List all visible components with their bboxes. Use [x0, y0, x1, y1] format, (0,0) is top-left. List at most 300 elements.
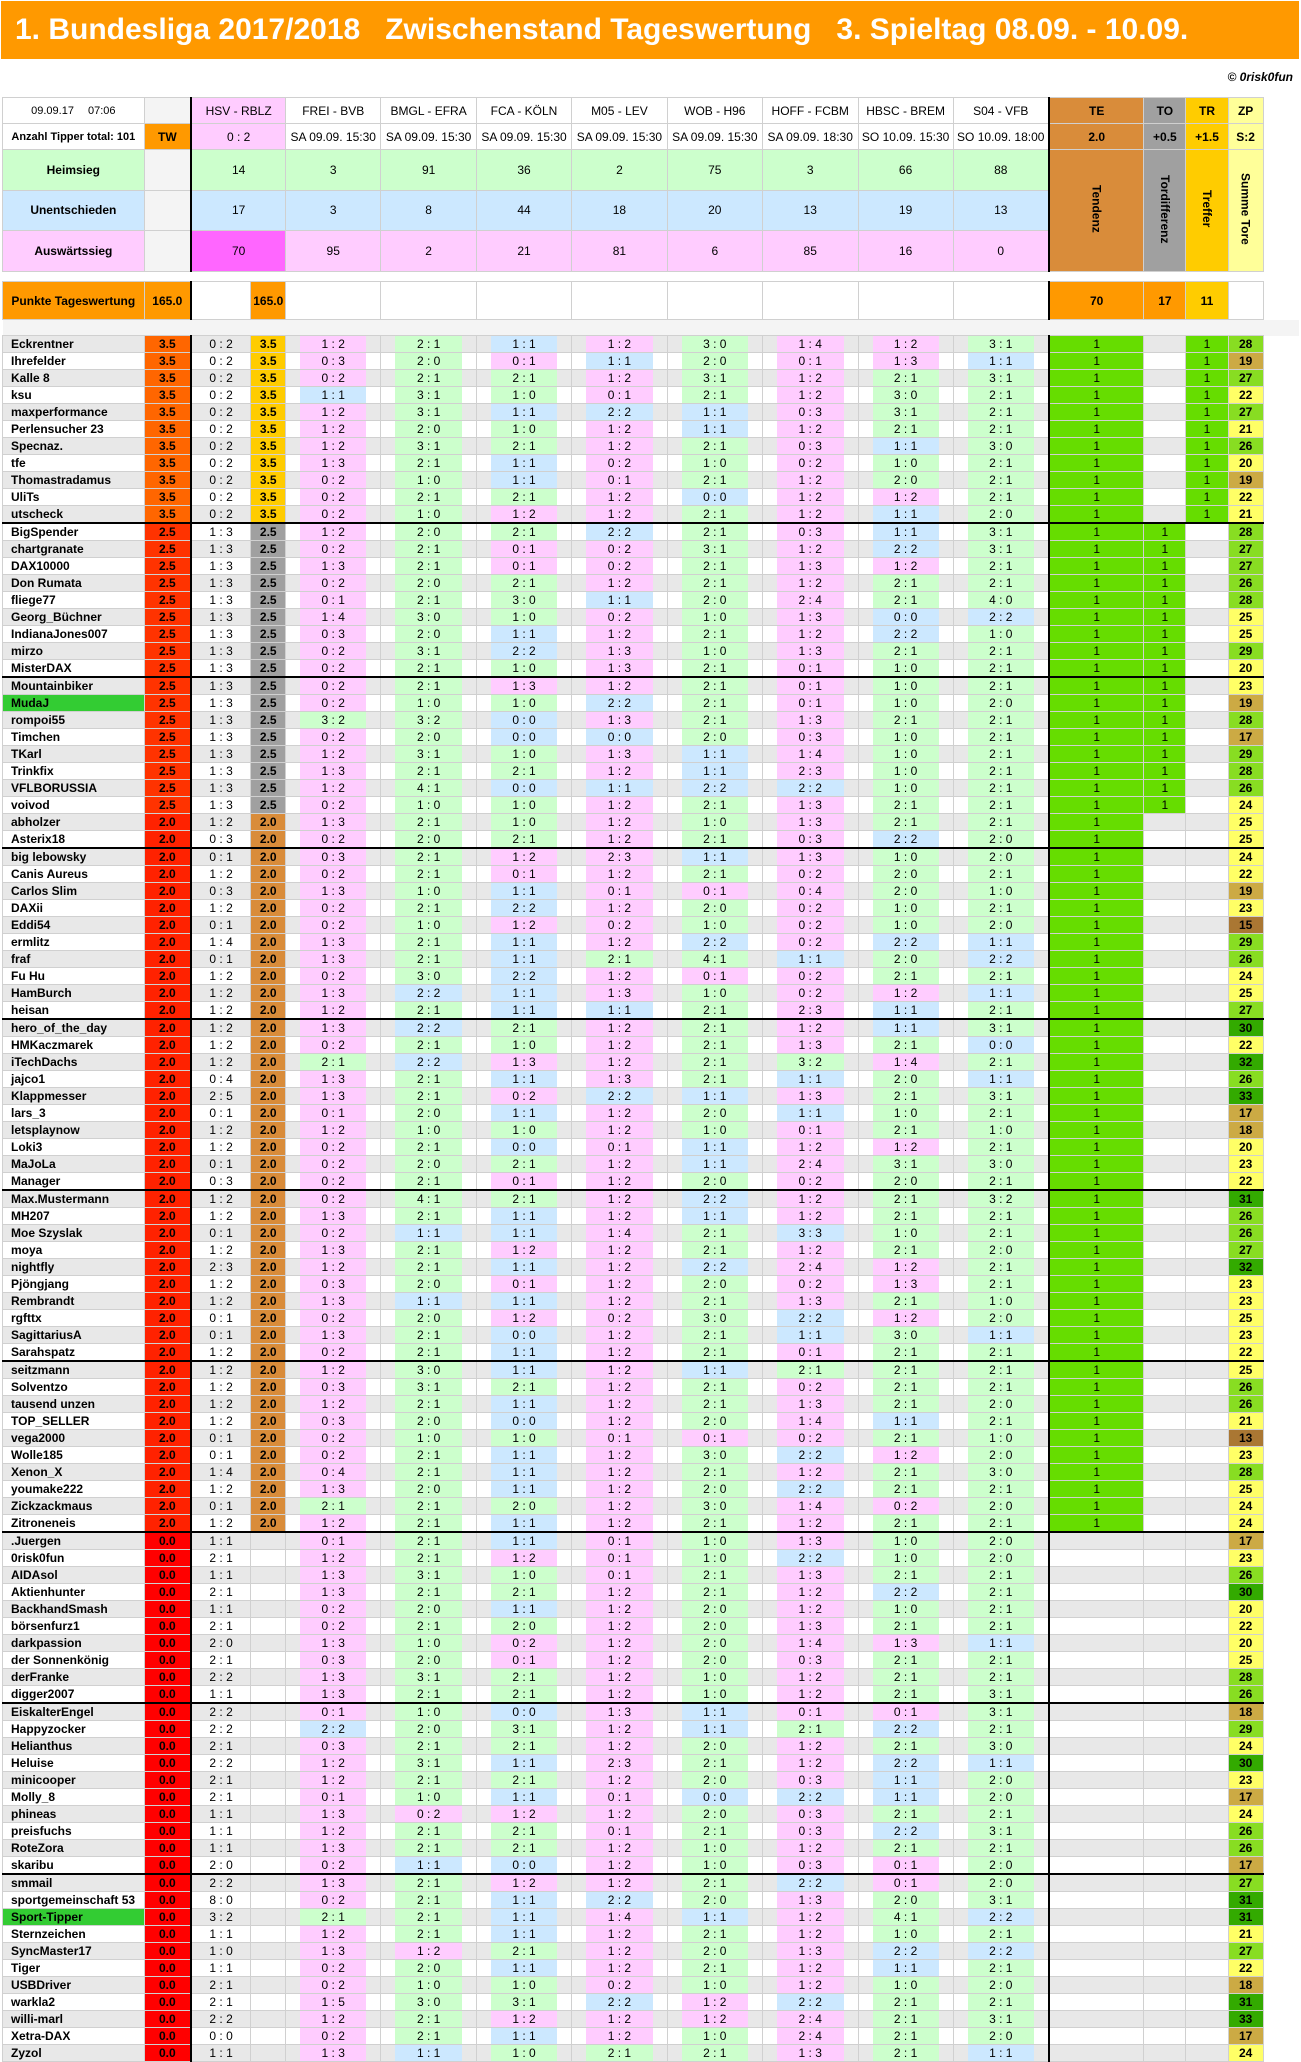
tip-cell	[571, 985, 667, 1002]
te-flag	[1049, 1994, 1144, 2011]
tw-points-2: 2.0	[251, 1515, 286, 1533]
zp-value: 17	[1228, 729, 1263, 746]
tip-score: 0 : 2	[300, 1960, 366, 1976]
tip-cell	[667, 1601, 762, 1618]
tip-cell	[667, 1498, 762, 1515]
tw-points: 2.0	[144, 1327, 191, 1344]
tip-score: 2 : 1	[491, 1738, 557, 1754]
tip-cell	[571, 523, 667, 541]
te-flag	[1049, 1584, 1144, 1601]
spacer-cell	[1144, 320, 1186, 336]
tip-score: 1 : 2	[777, 472, 844, 488]
tip-score: 2 : 1	[395, 1208, 462, 1224]
tip-cell	[571, 1960, 667, 1977]
tip-cell	[286, 541, 381, 558]
tip-score: 2 : 1	[682, 660, 748, 676]
tip-score: 3 : 1	[395, 746, 462, 762]
tip-score: 3 : 1	[968, 1020, 1034, 1036]
tip-score: 1 : 0	[395, 472, 462, 488]
tip-cell	[762, 1002, 858, 1020]
tip-score: 1 : 2	[586, 1191, 653, 1207]
tip-cell	[477, 2028, 572, 2045]
to-flag	[1144, 2011, 1186, 2028]
tr-flag	[1186, 1293, 1228, 1310]
tip-score: 0 : 1	[300, 592, 366, 608]
stats-away-6: 85	[762, 231, 858, 272]
tip-score: 1 : 2	[586, 1242, 653, 1258]
tip-score: 3 : 1	[395, 643, 462, 659]
tip-score: 1 : 1	[491, 951, 557, 967]
tip-cell	[858, 1532, 953, 1550]
tipper-name: Georg_Büchner	[3, 609, 145, 626]
spacer-cell	[667, 272, 762, 282]
tip-cell	[953, 660, 1049, 678]
tw-points-2: 3.5	[251, 438, 286, 455]
zp-value: 29	[1228, 643, 1263, 660]
tip-cell	[477, 455, 572, 472]
tw-points-2: 2.5	[251, 609, 286, 626]
tw-points: 2.5	[144, 797, 191, 814]
tr-flag	[1186, 1361, 1228, 1379]
tip-score: 2 : 0	[968, 1857, 1034, 1873]
stats-away-5: 6	[667, 231, 762, 272]
tip-score: 2 : 1	[682, 1960, 748, 1976]
tip-cell	[286, 729, 381, 746]
tip-cell	[667, 1293, 762, 1310]
points-empty	[667, 282, 762, 320]
tip-score: 0 : 2	[395, 1806, 462, 1822]
tip-cell	[667, 1567, 762, 1584]
table-row	[3, 1173, 1299, 1191]
tip-cell	[858, 643, 953, 660]
tip-score: 1 : 1	[491, 883, 557, 899]
tw-points: 2.0	[144, 1276, 191, 1293]
te-flag: 1	[1049, 1054, 1144, 1071]
tw-points: 3.5	[144, 387, 191, 404]
tw-points: 2.0	[144, 1379, 191, 1396]
tip-score: 1 : 3	[586, 643, 653, 659]
tip-score: 1 : 2	[777, 506, 844, 522]
table-row	[3, 387, 1299, 404]
tipper-name: DAX10000	[3, 558, 145, 575]
tip-score: 1 : 0	[682, 609, 748, 625]
tip-score: 0 : 3	[777, 404, 844, 420]
tr-flag	[1186, 523, 1228, 541]
tip-cell	[477, 900, 572, 917]
tip-score: 2 : 1	[873, 1669, 939, 1685]
tip-cell	[858, 1686, 953, 1704]
te-flag: 1	[1049, 506, 1144, 524]
tw-points-2: 2.0	[251, 1327, 286, 1344]
tipper-count: 101	[113, 130, 136, 143]
zp-value: 26	[1228, 438, 1263, 455]
tr-flag	[1186, 900, 1228, 917]
tw-points: 0.0	[144, 2045, 191, 2062]
tip-score: 2 : 1	[873, 1362, 939, 1378]
tipper-name: Eckrentner	[3, 336, 145, 353]
tip-cell	[953, 1550, 1049, 1567]
tw-points: 3.5	[144, 404, 191, 421]
tip-score: 1 : 3	[777, 1396, 844, 1412]
to-flag: 1	[1144, 609, 1186, 626]
te-flag	[1049, 1874, 1144, 1892]
tip-score: 2 : 1	[968, 575, 1034, 591]
tipper-name: maxperformance	[3, 404, 145, 421]
tip-score: 0 : 2	[300, 1430, 366, 1446]
tip-score: 2 : 0	[395, 1652, 462, 1668]
tip-hsv: 0 : 3	[191, 1173, 251, 1191]
empty-cell	[144, 98, 191, 124]
tw-points-2: 2.5	[251, 746, 286, 763]
tip-score: 2 : 1	[873, 421, 939, 437]
table-row	[3, 1926, 1299, 1943]
to-flag	[1144, 1225, 1186, 1242]
tip-score: 2 : 0	[395, 1413, 462, 1429]
tipper-count-cell	[3, 124, 145, 150]
tip-cell	[858, 1498, 953, 1515]
stats-away-1: 95	[286, 231, 381, 272]
tip-score: 2 : 0	[873, 1173, 939, 1189]
tip-cell	[762, 1652, 858, 1669]
tip-cell	[571, 353, 667, 370]
tip-hsv: 1 : 2	[191, 814, 251, 831]
tip-score: 2 : 1	[682, 1464, 748, 1480]
tip-score: 2 : 1	[968, 1840, 1034, 1856]
te-flag	[1049, 1567, 1144, 1584]
tip-hsv: 1 : 0	[191, 1943, 251, 1960]
tip-cell	[571, 1379, 667, 1396]
tip-hsv: 1 : 2	[191, 1190, 251, 1208]
te-flag: 1	[1049, 695, 1144, 712]
tip-score: 2 : 0	[968, 1772, 1034, 1788]
tip-score: 2 : 1	[395, 1259, 462, 1275]
tip-score: 1 : 0	[873, 1105, 939, 1121]
tip-score: 1 : 1	[777, 1327, 844, 1343]
tip-score: 1 : 0	[682, 1857, 748, 1873]
tip-cell	[286, 1173, 381, 1191]
tip-cell	[667, 489, 762, 506]
tip-cell	[477, 746, 572, 763]
match-date-3: SA 09.09. 15:30	[477, 124, 572, 150]
to-flag: 1	[1144, 626, 1186, 643]
tip-cell	[953, 1396, 1049, 1413]
tip-score: 1 : 0	[873, 1550, 939, 1566]
tip-cell	[381, 1088, 477, 1105]
tip-cell	[477, 1037, 572, 1054]
date-time-cell	[3, 98, 145, 124]
tipper-name: Canis Aureus	[3, 866, 145, 883]
tip-score: 1 : 1	[491, 1208, 557, 1224]
table-row	[3, 1515, 1299, 1533]
tr-flag	[1186, 1806, 1228, 1823]
tw-points: 2.0	[144, 1002, 191, 1020]
tip-score: 1 : 1	[491, 472, 557, 488]
tip-score: 1 : 1	[682, 849, 748, 865]
tip-score: 0 : 1	[300, 1789, 366, 1805]
tip-score: 3 : 0	[873, 1327, 939, 1343]
tip-cell	[667, 1310, 762, 1327]
tip-score: 2 : 1	[395, 1840, 462, 1856]
tip-cell	[381, 1276, 477, 1293]
zp-value: 31	[1228, 1909, 1263, 1926]
tip-score: 2 : 0	[968, 849, 1034, 865]
table-row	[3, 1430, 1299, 1447]
table-row	[3, 1002, 1299, 1020]
tip-cell	[381, 917, 477, 934]
to-flag	[1144, 1601, 1186, 1618]
tip-score: 0 : 1	[682, 968, 748, 984]
tip-cell	[667, 1037, 762, 1054]
zp-value: 25	[1228, 1481, 1263, 1498]
tip-cell	[381, 1156, 477, 1173]
tip-cell	[381, 814, 477, 831]
tip-cell	[762, 1601, 858, 1618]
tip-cell	[381, 695, 477, 712]
tw-points: 2.0	[144, 1054, 191, 1071]
tip-score: 1 : 2	[777, 1242, 844, 1258]
tip-score: 3 : 0	[491, 592, 557, 608]
match-date-2: SA 09.09. 15:30	[381, 124, 477, 150]
tip-cell	[477, 1088, 572, 1105]
zp-value: 24	[1228, 797, 1263, 814]
tip-score: 2 : 1	[968, 729, 1034, 745]
tip-score: 2 : 1	[682, 1225, 748, 1241]
spacer-cell	[144, 320, 191, 336]
tip-score: 1 : 0	[873, 455, 939, 471]
tip-score: 0 : 2	[300, 1173, 366, 1189]
spacer-cell	[144, 272, 191, 282]
tip-score: 2 : 1	[491, 1379, 557, 1395]
tip-cell	[667, 1139, 762, 1156]
stats-away-2: 2	[381, 231, 477, 272]
tip-cell	[571, 1242, 667, 1259]
tip-score: 2 : 1	[873, 1088, 939, 1104]
tip-cell	[381, 2028, 477, 2045]
tip-score: 2 : 2	[586, 1088, 653, 1104]
tip-score: 1 : 1	[586, 780, 653, 796]
tip-cell	[953, 1892, 1049, 1909]
te-flag: 1	[1049, 1105, 1144, 1122]
tip-cell	[953, 729, 1049, 746]
tip-cell	[571, 780, 667, 797]
tip-score: 0 : 2	[491, 1088, 557, 1104]
te-flag	[1049, 1857, 1144, 1875]
tip-cell	[571, 1139, 667, 1156]
tip-score: 1 : 3	[491, 678, 557, 694]
tip-cell	[381, 421, 477, 438]
tip-hsv: 2 : 0	[191, 1857, 251, 1875]
tip-cell	[477, 1447, 572, 1464]
tip-score: 3 : 2	[300, 712, 366, 728]
tipper-name: nightfly	[3, 1259, 145, 1276]
to-flag	[1144, 1550, 1186, 1567]
tip-score: 1 : 2	[777, 489, 844, 505]
tipper-name: darkpassion	[3, 1635, 145, 1652]
tip-cell	[858, 1601, 953, 1618]
spacer-cell	[1049, 272, 1144, 282]
to-flag: 1	[1144, 677, 1186, 695]
tip-cell	[858, 2011, 953, 2028]
tip-score: 2 : 1	[873, 1122, 939, 1138]
tip-cell	[477, 729, 572, 746]
tip-cell	[571, 712, 667, 729]
tip-cell	[762, 1840, 858, 1857]
tip-score: 1 : 0	[968, 1430, 1034, 1446]
tip-score: 2 : 1	[491, 1686, 557, 1702]
tip-score: 3 : 2	[777, 1054, 844, 1070]
tr-flag	[1186, 626, 1228, 643]
stats-draw-3: 44	[477, 190, 572, 231]
tip-score: 2 : 2	[968, 951, 1034, 967]
table-row	[3, 1464, 1299, 1481]
tip-score: 1 : 2	[586, 797, 653, 813]
tip-cell	[762, 900, 858, 917]
tr-flag	[1186, 592, 1228, 609]
tip-score: 0 : 1	[777, 660, 844, 676]
tip-cell	[381, 985, 477, 1002]
tipper-name: iTechDachs	[3, 1054, 145, 1071]
tip-score: 2 : 1	[395, 763, 462, 779]
tip-cell	[858, 575, 953, 592]
tw-points: 0.0	[144, 2011, 191, 2028]
spacer-cell	[571, 272, 667, 282]
zp-value: 27	[1228, 370, 1263, 387]
tip-score: 2 : 0	[491, 1618, 557, 1634]
tr-flag	[1186, 763, 1228, 780]
tip-score: 1 : 2	[300, 524, 366, 540]
tip-cell	[953, 1293, 1049, 1310]
tip-score: 2 : 0	[682, 592, 748, 608]
tip-cell	[381, 1173, 477, 1191]
te-flag: 1	[1049, 1225, 1144, 1242]
tip-cell	[667, 1755, 762, 1772]
table-row	[3, 1943, 1299, 1960]
tr-flag	[1186, 1840, 1228, 1857]
tr-flag	[1186, 1344, 1228, 1362]
table-row	[3, 1037, 1299, 1054]
tip-score: 2 : 2	[395, 985, 462, 1001]
tip-cell	[286, 1618, 381, 1635]
tw-points: 2.5	[144, 763, 191, 780]
tip-score: 1 : 1	[491, 1362, 557, 1378]
to-flag	[1144, 1532, 1186, 1550]
tip-cell	[762, 438, 858, 455]
tip-cell	[286, 558, 381, 575]
tr-flag	[1186, 1276, 1228, 1293]
tip-cell	[858, 660, 953, 678]
te-flag	[1049, 1977, 1144, 1994]
tip-score: 2 : 1	[873, 1464, 939, 1480]
tip-cell	[667, 780, 762, 797]
tip-score: 0 : 1	[300, 1105, 366, 1121]
zp-value: 15	[1228, 917, 1263, 934]
tip-cell	[477, 387, 572, 404]
tip-score: 2 : 0	[395, 626, 462, 642]
tip-hsv: 1 : 1	[191, 1806, 251, 1823]
tr-flag	[1186, 1088, 1228, 1105]
tip-cell	[381, 1225, 477, 1242]
tip-score: 1 : 3	[300, 985, 366, 1001]
tip-score: 3 : 1	[968, 524, 1034, 540]
tip-score: 1 : 0	[873, 1225, 939, 1241]
tipper-name: MaJoLa	[3, 1156, 145, 1173]
tip-score: 1 : 1	[777, 951, 844, 967]
tipper-name: rgfttx	[3, 1310, 145, 1327]
tr-flag	[1186, 1669, 1228, 1686]
tipper-name: Fu Hu	[3, 968, 145, 985]
tip-cell	[762, 1909, 858, 1926]
tip-cell	[762, 1327, 858, 1344]
tip-score: 3 : 1	[968, 1686, 1034, 1702]
tip-score: 2 : 1	[968, 660, 1034, 676]
tip-hsv: 1 : 2	[191, 1413, 251, 1430]
tip-cell	[953, 1105, 1049, 1122]
tip-score: 1 : 0	[395, 506, 462, 522]
tip-score: 2 : 0	[682, 1276, 748, 1292]
table-row	[3, 523, 1299, 541]
tip-cell	[667, 1413, 762, 1430]
tip-cell	[667, 626, 762, 643]
tip-hsv: 1 : 2	[191, 1515, 251, 1533]
table-row	[3, 1396, 1299, 1413]
zp-value: 23	[1228, 1772, 1263, 1789]
tip-score: 0 : 2	[777, 1276, 844, 1292]
table-row	[3, 780, 1299, 797]
tip-score: 2 : 1	[968, 1379, 1034, 1395]
tip-score: 2 : 3	[586, 1755, 653, 1771]
spacer-cell	[1049, 320, 1144, 336]
tip-cell	[381, 541, 477, 558]
tip-cell	[953, 985, 1049, 1002]
tip-score: 1 : 2	[586, 1208, 653, 1224]
tip-score: 3 : 1	[873, 1156, 939, 1172]
tip-score: 2 : 1	[491, 438, 557, 454]
tip-score: 1 : 3	[300, 1293, 366, 1309]
tip-score: 1 : 2	[586, 489, 653, 505]
title-banner: 1. Bundesliga 2017/2018 Zwischenstand Tageswertung 3. Spieltag 08.09. - 10.09.	[1, 1, 1299, 59]
tip-cell	[286, 1789, 381, 1806]
table-row	[3, 1481, 1299, 1498]
tip-score: 2 : 1	[682, 1755, 748, 1771]
tip-cell	[953, 1122, 1049, 1139]
tip-score: 1 : 1	[491, 1447, 557, 1463]
tip-cell	[953, 541, 1049, 558]
te-flag	[1049, 1669, 1144, 1686]
tr-flag	[1186, 1703, 1228, 1721]
te-flag: 1	[1049, 523, 1144, 541]
tip-score: 1 : 2	[586, 678, 653, 694]
tip-cell	[667, 1806, 762, 1823]
tw-points: 0.0	[144, 1943, 191, 1960]
tip-cell	[286, 1156, 381, 1173]
stats-hsv-home: 14	[191, 150, 286, 191]
tip-score: 0 : 2	[777, 1430, 844, 1446]
to-flag	[1144, 1430, 1186, 1447]
te-flag: 1	[1049, 541, 1144, 558]
tip-cell	[667, 1960, 762, 1977]
tip-score: 2 : 1	[395, 1618, 462, 1634]
tip-score: 1 : 2	[586, 1721, 653, 1737]
tip-score: 4 : 0	[968, 592, 1034, 608]
tip-score: 1 : 3	[586, 985, 653, 1001]
tip-score: 1 : 2	[300, 1396, 366, 1412]
match-header-7: HBSC - BREM	[858, 98, 953, 124]
tip-cell	[477, 1105, 572, 1122]
tip-score: 2 : 1	[682, 506, 748, 522]
tip-cell	[477, 1139, 572, 1156]
tip-score: 1 : 2	[586, 1396, 653, 1412]
tip-hsv: 1 : 2	[191, 1344, 251, 1362]
